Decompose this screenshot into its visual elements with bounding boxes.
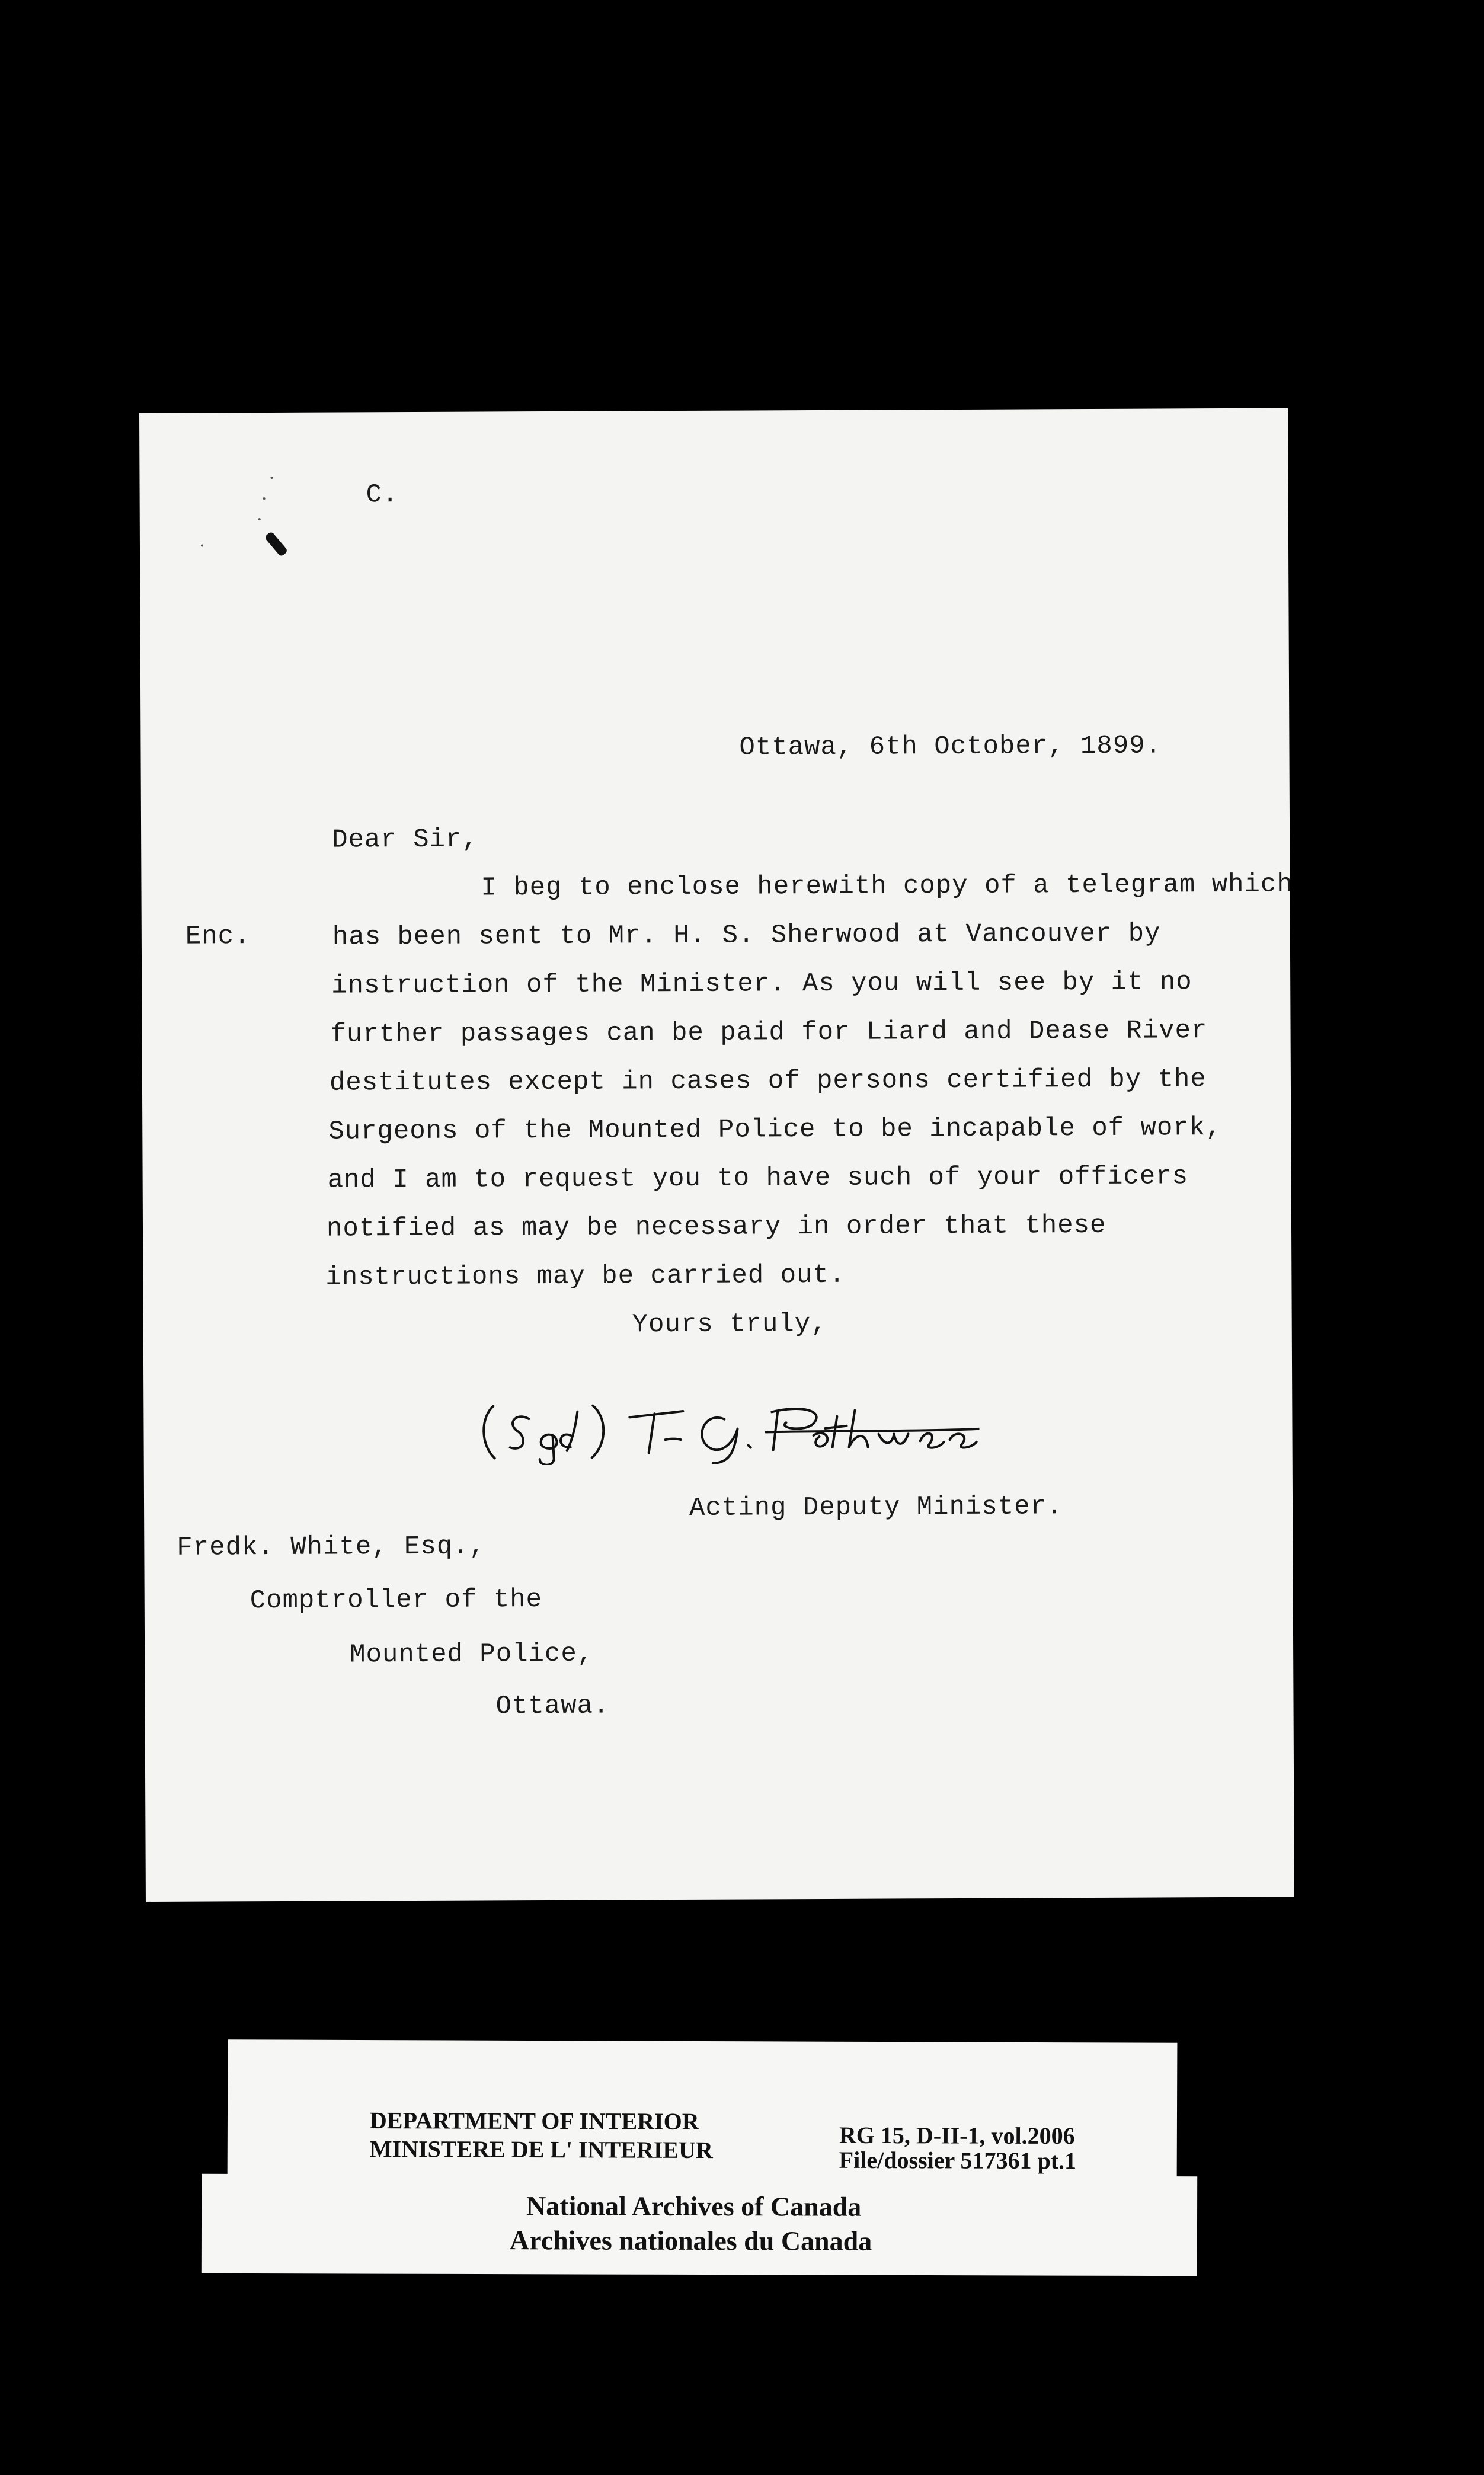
addressee-line: Comptroller of the xyxy=(250,1585,543,1616)
archives-name-fr: Archives nationales du Canada xyxy=(509,2225,872,2256)
body-line: and I am to request you to have such of your officers xyxy=(327,1162,1189,1195)
addressee-line: Ottawa. xyxy=(495,1691,610,1722)
body-line: destitutes except in cases of persons certified by the xyxy=(329,1064,1207,1098)
margin-dot xyxy=(263,497,266,500)
archives-name-en: National Archives of Canada xyxy=(526,2191,862,2222)
salutation: Dear Sir, xyxy=(332,824,478,855)
body-line: I beg to enclose herewith copy of a telegram which xyxy=(481,869,1293,903)
body-line: instructions may be carried out. xyxy=(325,1260,846,1293)
addressee-line: Fredk. White, Esq., xyxy=(177,1531,486,1563)
closing: Yours truly, xyxy=(632,1309,827,1340)
body-line: notified as may be necessary in order that these xyxy=(326,1210,1106,1244)
archive-reference-label xyxy=(228,2039,1178,2189)
margin-dot xyxy=(201,545,203,547)
archive-file: File/dossier 517361 pt.1 xyxy=(839,2146,1077,2175)
enclosure-note: Enc. xyxy=(185,922,251,952)
signature-image xyxy=(469,1392,980,1466)
body-line: instruction of the Minister. As you will see by it no xyxy=(331,967,1192,1001)
body-line: Surgeons of the Mounted Police to be incapable of work, xyxy=(328,1113,1222,1147)
copy-mark: C. xyxy=(366,480,399,510)
archive-reference: RG 15, D-II-1, vol.2006 xyxy=(839,2121,1075,2150)
archives-name-label xyxy=(202,2174,1197,2276)
body-line: has been sent to Mr. H. S. Sherwood at Vancouver by xyxy=(332,919,1161,952)
department-fr: MINISTERE DE L' INTERIEUR xyxy=(369,2135,713,2164)
letter-sheet xyxy=(139,408,1294,1902)
addressee-line: Mounted Police, xyxy=(350,1639,594,1670)
margin-dot xyxy=(270,477,273,479)
place-date: Ottawa, 6th October, 1899. xyxy=(739,731,1162,763)
ink-smudge xyxy=(264,531,289,557)
margin-dot xyxy=(258,518,261,520)
department-en: DEPARTMENT OF INTERIOR xyxy=(369,2107,699,2135)
body-line: further passages can be paid for Liard and Dease River xyxy=(330,1016,1208,1050)
signer-title: Acting Deputy Minister. xyxy=(689,1492,1063,1523)
